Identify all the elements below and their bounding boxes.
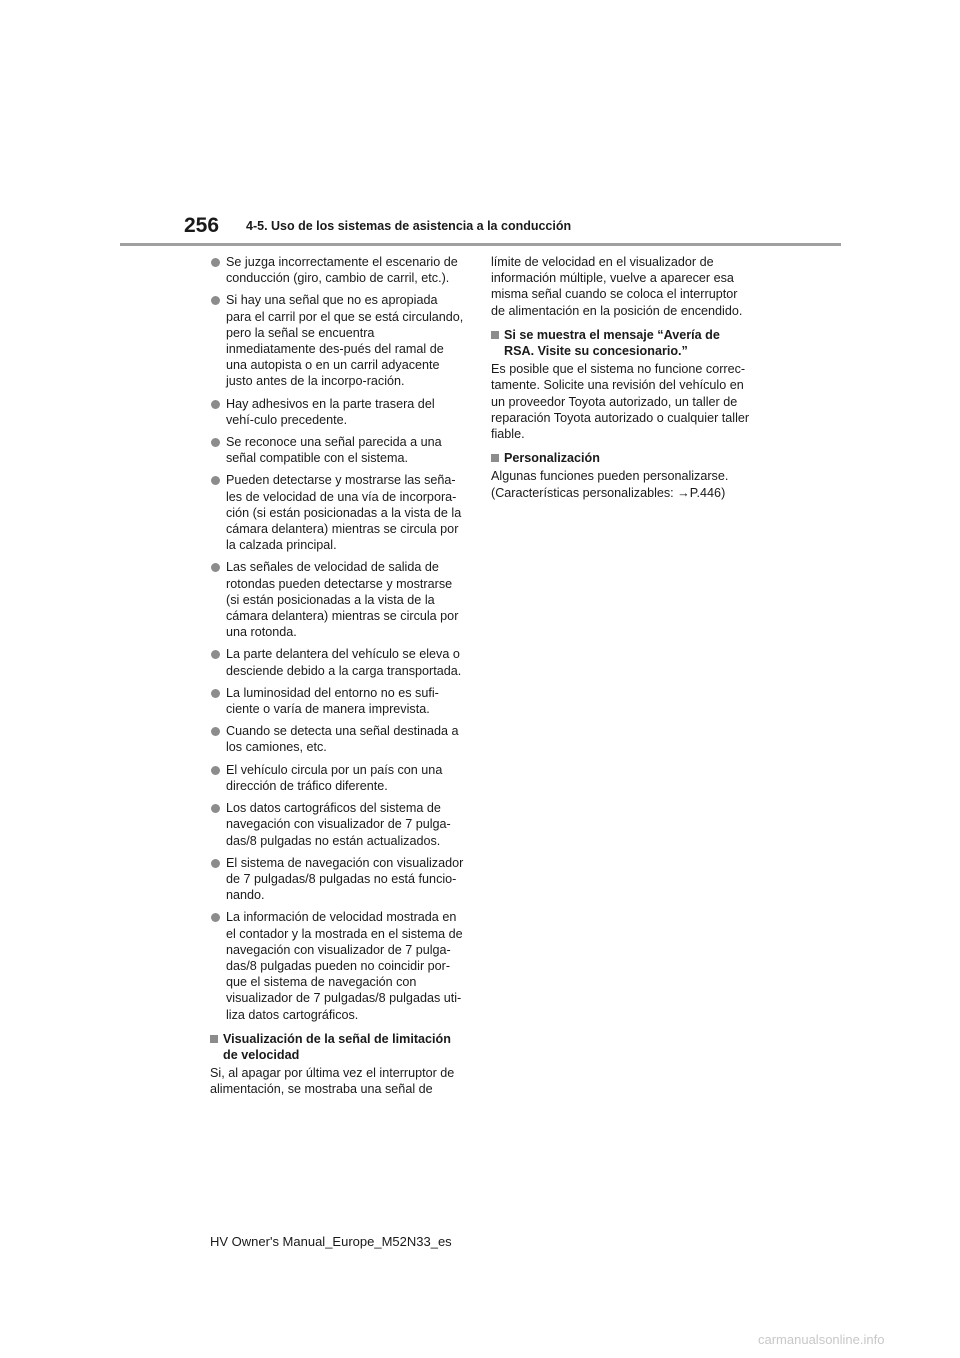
list-item: Hay adhesivos en la parte trasera del vehí-culo precedente. <box>210 396 465 428</box>
bullet-icon <box>211 859 220 868</box>
list-item: Si hay una señal que no es apropiada para el carril por el que se está circulando, pero la señal se encuentra inmediatamente des-pués del ramal de una autopista o en un carril adyacente justo antes de la incorpo-ración. <box>210 292 465 389</box>
square-bullet-icon <box>210 1035 218 1043</box>
bullet-icon <box>211 913 220 922</box>
header-rule <box>120 243 841 246</box>
paragraph: límite de velocidad en el visualizador de información múltiple, vuelve a aparecer esa misma señal cuando se coloca el interruptor de alimentación en la posición de encendido. <box>491 255 743 318</box>
section-title: 4-5. Uso de los sistemas de asistencia a la conducción <box>246 219 572 233</box>
square-bullet-icon <box>491 454 499 462</box>
left-column <box>210 254 465 1102</box>
section-heading: Personalización <box>491 450 753 466</box>
list-item: Los datos cartográficos del sistema de navegación con visualizador de 7 pulga-das/8 pulgadas no están actualizados. <box>210 800 465 849</box>
bullet-icon <box>211 438 220 447</box>
list-item: Se juzga incorrectamente el escenario de conducción (giro, cambio de carril, etc.). <box>210 254 465 286</box>
list-item: Pueden detectarse y mostrarse las seña-les de velocidad de una vía de incorpora-ción (si están posicionadas a la vista de la cámara delantera) mientras se circula por la calzada principal. <box>210 472 465 553</box>
bullet-icon <box>211 296 220 305</box>
list-item: Cuando se detecta una señal destinada a los camiones, etc. <box>210 723 465 755</box>
section-heading: Visualización de la señal de limitación de velocidad <box>210 1031 465 1063</box>
bullet-icon <box>211 804 220 813</box>
paragraph: Es posible que el sistema no funcione correc-tamente. Solicite una revisión del vehículo en un proveedor Toyota autorizado, un taller de reparación Toyota autorizado o cualquier taller fiable. <box>491 362 750 442</box>
right-column <box>491 254 753 505</box>
list-item: Se reconoce una señal parecida a una señal compatible con el sistema. <box>210 434 465 466</box>
bullet-icon <box>211 400 220 409</box>
list-item: El sistema de navegación con visualizador de 7 pulgadas/8 pulgadas no está funcio-nando. <box>210 855 465 904</box>
bullet-icon <box>211 476 220 485</box>
bullet-icon <box>211 563 220 572</box>
paragraph: Algunas funciones pueden personalizarse. (Características personalizables: →P.446) <box>491 469 729 500</box>
paragraph: Si, al apagar por última vez el interruptor de alimentación, se mostraba una señal de <box>210 1066 455 1097</box>
bullet-icon <box>211 650 220 659</box>
list-item: Las señales de velocidad de salida de rotondas pueden detectarse y mostrarse (si están posicionadas a la vista de la cámara delantera) mientras se circula por una rotonda. <box>210 559 465 640</box>
bullet-icon <box>211 689 220 698</box>
page-number: 256 <box>184 214 220 237</box>
bullet-icon <box>211 258 220 267</box>
bullet-icon <box>211 727 220 736</box>
watermark: carmanualsonline.info <box>758 1332 885 1347</box>
list-item: La luminosidad del entorno no es sufi-ciente o varía de manera imprevista. <box>210 685 465 717</box>
footer-manual-id: HV Owner's Manual_Europe_M52N33_es <box>210 1234 452 1249</box>
bullet-icon <box>211 766 220 775</box>
list-item: La parte delantera del vehículo se eleva o desciende debido a la carga transportada. <box>210 646 465 678</box>
list-item: El vehículo circula por un país con una dirección de tráfico diferente. <box>210 762 465 794</box>
list-item: La información de velocidad mostrada en el contador y la mostrada en el sistema de navegación con visualizador de 7 pulga-das/8 pulgadas pueden no coincidir por-que el sistema de navegación con visualizador de 7 pulgadas/8 pulgadas uti-liza datos cartográficos. <box>210 909 465 1022</box>
square-bullet-icon <box>491 331 499 339</box>
section-heading: Si se muestra el mensaje “Avería de RSA. Visite su concesionario.” <box>491 327 753 359</box>
